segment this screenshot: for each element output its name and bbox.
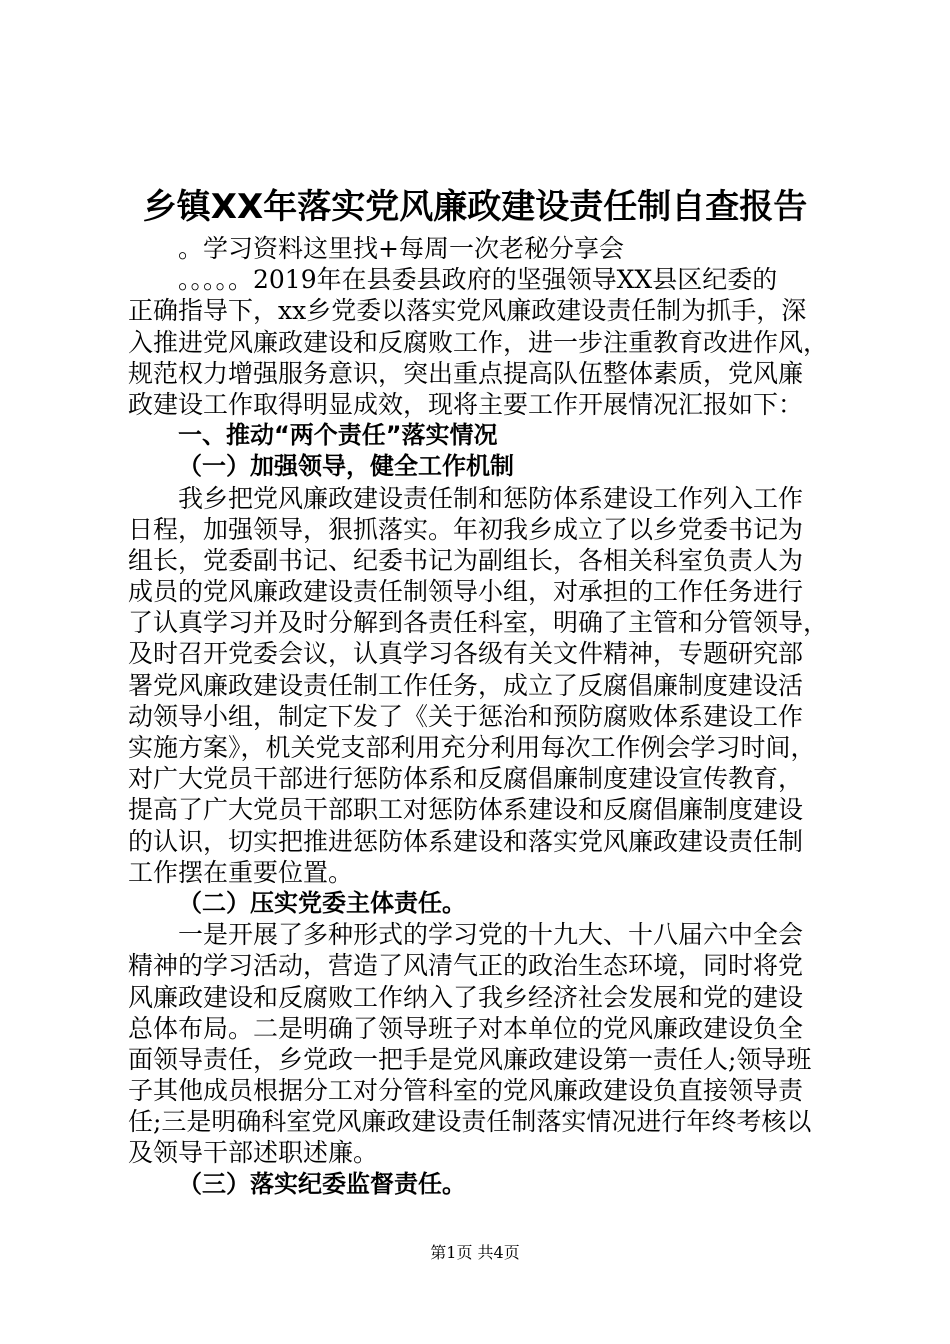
body-text-line: 动领导小组，制定下发了《关于惩治和预防腐败体系建设工作 xyxy=(128,701,804,731)
body-text-line: 精神的学习活动，营造了风清气正的政治生态环境，同时将党 xyxy=(128,951,804,981)
body-text-line: 组长，党委副书记、纪委书记为副组长，各相关科室负责人为 xyxy=(128,545,804,575)
document-body xyxy=(128,233,834,1200)
body-text-line: 日程，加强领导，狠抓落实。年初我乡成立了以乡党委书记为 xyxy=(128,514,804,544)
body-text-line: 总体布局。二是明确了领导班子对本单位的党风廉政建设负全 xyxy=(128,1013,804,1043)
body-text-line: 署党风廉政建设责任制工作任务，成立了反腐倡廉制度建设活 xyxy=(128,670,804,700)
subsection-heading: （二）压实党委主体责任。 xyxy=(178,888,466,917)
body-text-line: 规范权力增强服务意识，突出重点提高队伍整体素质，党风廉 xyxy=(128,358,804,388)
subsection-heading: （一）加强领导，健全工作机制 xyxy=(178,452,514,481)
body-text-line: 子其他成员根据分工对分管科室的党风廉政建设负直接领导责 xyxy=(128,1076,804,1106)
body-text-line: 政建设工作取得明显成效，现将主要工作开展情况汇报如下： xyxy=(128,389,804,419)
body-text-line: 风廉政建设和反腐败工作纳入了我乡经济社会发展和党的建设 xyxy=(128,982,804,1012)
body-text-line: 任;三是明确科室党风廉政建设责任制落实情况进行年终考核以 xyxy=(128,1107,812,1137)
body-text-line: 了认真学习并及时分解到各责任科室，明确了主管和分管领导， xyxy=(128,608,829,638)
body-text-line: 实施方案》，机关党支部利用充分利用每次工作例会学习时间， xyxy=(128,733,816,762)
body-text-line: 入推进党风廉政建设和反腐败工作，进一步注重教育改进作风， xyxy=(128,327,829,357)
body-text-line: 工作摆在重要位置。 xyxy=(128,857,354,887)
body-text-line: 正确指导下，xx乡党委以落实党风廉政建设责任制为抓手，深 xyxy=(128,296,807,326)
section-heading: 一、推动“两个责任”落实情况 xyxy=(178,421,498,450)
body-text-line: 提高了广大党员干部职工对惩防体系建设和反腐倡廉制度建设 xyxy=(128,795,804,825)
body-text-line: 面领导责任，乡党政一把手是党风廉政建设第一责任人;领导班 xyxy=(128,1044,812,1074)
body-text-line: 及时召开党委会议，认真学习各级有关文件精神，专题研究部 xyxy=(128,639,804,669)
body-text-line: 的认识，切实把推进惩防体系建设和落实党风廉政建设责任制 xyxy=(128,826,804,856)
body-text-line: 。。。。。2019年在县委县政府的坚强领导XX县区纪委的 xyxy=(178,265,778,295)
body-text-line: 及领导干部述职述廉。 xyxy=(128,1138,379,1168)
body-text-line: 。学习资料这里找+每周一次老秘分享会 xyxy=(178,234,624,263)
body-text-line: 对广大党员干部进行惩防体系和反腐倡廉制度建设宣传教育， xyxy=(128,764,804,794)
page-footer: 第1页 共4页 xyxy=(430,1243,520,1262)
body-text-line: 成员的党风廉政建设责任制领导小组，对承担的工作任务进行 xyxy=(128,577,804,607)
subsection-heading: （三）落实纪委监督责任。 xyxy=(178,1169,466,1198)
body-text-line: 一是开展了多种形式的学习党的十九大、十八届六中全会 xyxy=(178,920,804,950)
document-title: 乡镇XX年落实党风廉政建设责任制自查报告 xyxy=(142,187,808,227)
body-text-line: 我乡把党风廉政建设责任制和惩防体系建设工作列入工作 xyxy=(178,483,804,513)
